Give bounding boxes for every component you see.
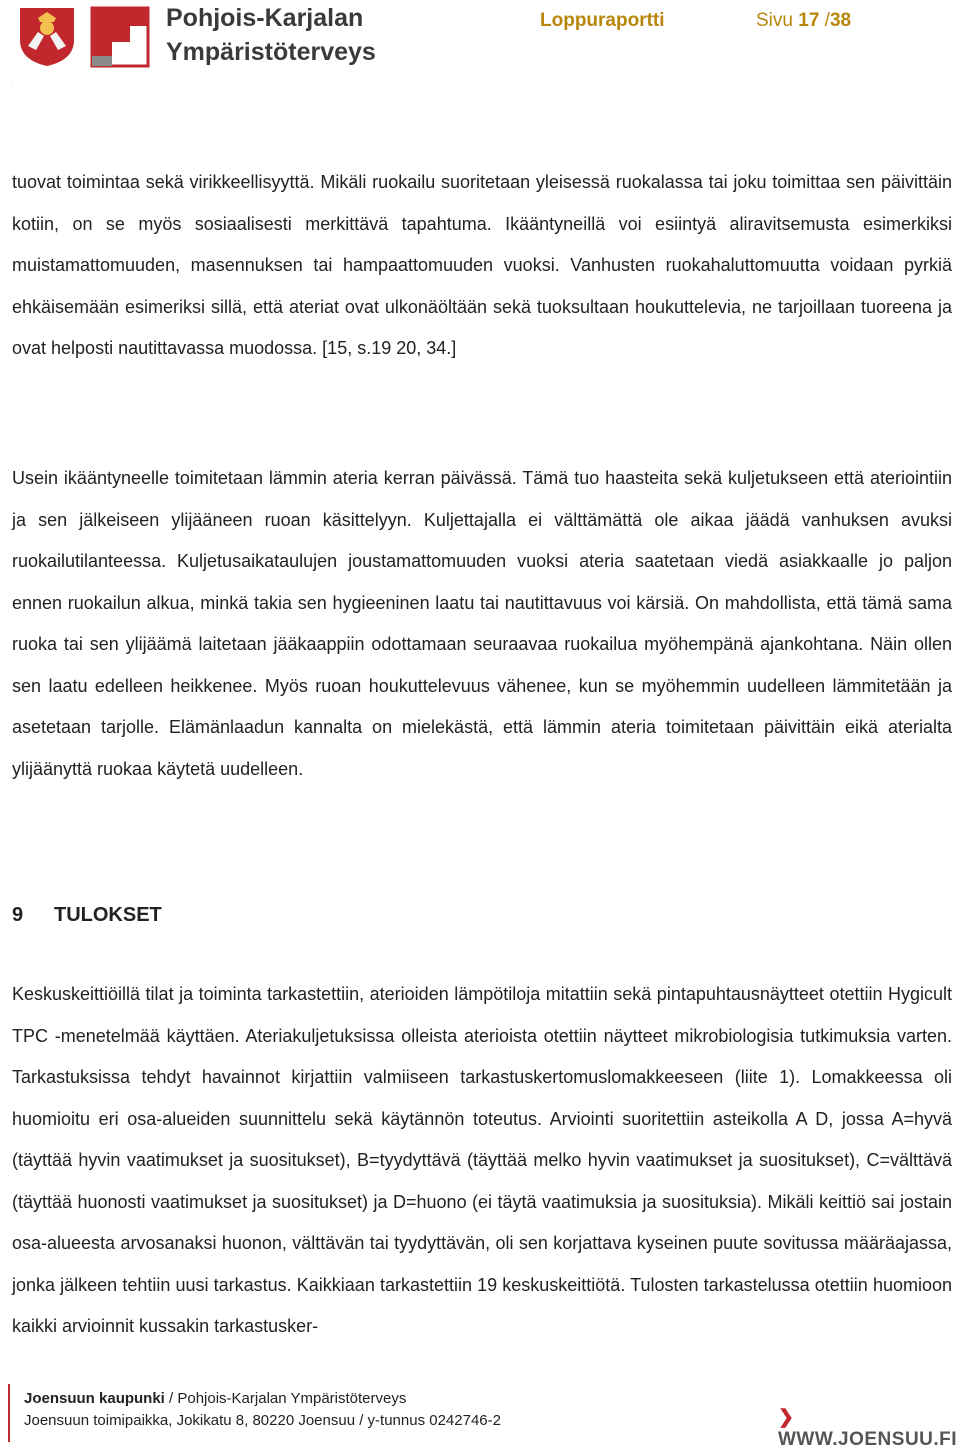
- footer-address: Joensuun toimipaikka, Jokikatu 8, 80220 Joensuu / y-tunnus 0242746-2: [24, 1412, 501, 1429]
- org-name-line2: Ympäristöterveys: [166, 38, 376, 66]
- footer-org-line: [24, 1390, 406, 1407]
- page-prefix: Sivu: [756, 10, 799, 31]
- footer-org: / Pohjois-Karjalan Ympäristöterveys: [164, 1390, 407, 1407]
- page-total: 38: [829, 10, 852, 31]
- page-number: [756, 10, 851, 32]
- footer-website: WWW.JOENSUU.FI: [778, 1429, 958, 1450]
- chevron-icon: ❯: [778, 1407, 795, 1428]
- paragraph-meal-delivery: Usein ikääntyneelle toimitetaan lämmin ateria kerran päivässä. Tämä tuo haasteita sekä kuljetukseen että ateriointiin ja sen jälkeiseen ylijääneen ruoan käsittelyyn. Kuljettajalla ei välttämättä ole aikaa jäädä vanhuksen avuksi ruokailutilanteessa. Kuljetusaikataulujen joustamattomuuden vuoksi ateria saatetaan viedä asiakkaalle jo paljon ennen ruokailun alkua, minkä takia sen hygieeninen laatu tai nautittavuus voi kärsiä. On mahdollista, että tämä sama ruoka tai sen ylijäämä laitetaan jääkaappiin odottamaan seuraavaa ruokailua myöhempänä ajankohtana. Näin ollen sen laatu edelleen heikkenee. Myös ruoan houkuttelevuus vähenee, kun se myöhemmin uudelleen lämmitetään ja asetetaan tarjolle. Elämänlaadun kannalta on mielekästä, että lämmin ateria toimitetaan päivittäin eikä aterialta ylijäänyttä ruokaa käytetä uudelleen.: [12, 468, 952, 779]
- paragraph-nutrition: tuovat toimintaa sekä virikkeellisyyttä. Mikäli ruokailu suoritetaan yleisessä ruokalassa tai joku toimittaa sen päivittäin kotiin, on se myös sosiaalisesti merkittävä tapahtuma. Ikääntyneillä voi esiintyä aliravitsemusta esimerkiksi muistamattomuuden, masennuksen tai hampaattomuuden vuoksi. Vanhusten ruokahaluttomuutta voidaan pyrkiä ehkäisemään esimeriksi sillä, että ateriat ovat ulkonäöltään sekä tuoksultaan houkuttelevia, ne tarjoillaan tuoreena ja ovat helposti nautittavassa muodossa. [15, s.19 20, 34.]: [12, 172, 952, 358]
- report-title: Loppuraportti: [540, 10, 665, 31]
- org-name-line1: Pohjois-Karjalan: [166, 4, 364, 32]
- section-title: TULOKSET: [54, 904, 162, 926]
- paragraph-results: Keskuskeittiöillä tilat ja toiminta tarkastettiin, aterioiden lämpötiloja mitattiin sekä pintapuhtausnäytteet otettiin Hygicult TPC -menetelmää käyttäen. Ateriakuljetuksissa olleista aterioista otettiin näytteet mikrobiologisia tutkimuksia varten. Tarkastuksissa tehdyt havainnot kirjattiin valmiiseen tarkastuskertomuslomakkeeseen (liite 1). Lomakkeessa oli huomioitu eri osa-alueiden suunnittelu sekä käytännön toteutus. Arviointi suoritettiin asteikolla A D, jossa A=hyvä (täyttää hyvin vaatimukset ja suositukset), B=tyydyttävä (täyttää melko hyvin vaatimukset ja suositukset), C=välttävä (täyttää huonosti vaatimukset ja suositukset) ja D=huono (ei täytä vaatimuksia ja suosituksia). Mikäli keittiö sai jostain osa-alueesta arvosanaksi huonon, välttävän tai tyydyttävän, oli sen korjattava kyseinen puute sovitussa määräajassa, jonka jälkeen tehtiin uusi tarkastus. Kaikkiaan tarkastettiin 19 keskuskeittiötä. Tulosten tarkastelussa otettiin huomioon kaikki arvioinnit kussakin tarkastusker-: [12, 984, 952, 1336]
- section-number: 9: [12, 904, 24, 926]
- header-mark: .: [12, 82, 14, 88]
- page-footer: [0, 1384, 960, 1450]
- environmental-health-logo-icon: [90, 6, 150, 68]
- footer-website-logo: [778, 1406, 960, 1451]
- footer-divider: [8, 1384, 10, 1442]
- footer-city: Joensuun kaupunki: [24, 1390, 165, 1407]
- page-header: [0, 0, 960, 90]
- section-heading: [12, 904, 162, 927]
- coat-of-arms-icon: [18, 6, 76, 68]
- page-current: 17: [798, 10, 820, 31]
- page-separator: /: [819, 10, 830, 31]
